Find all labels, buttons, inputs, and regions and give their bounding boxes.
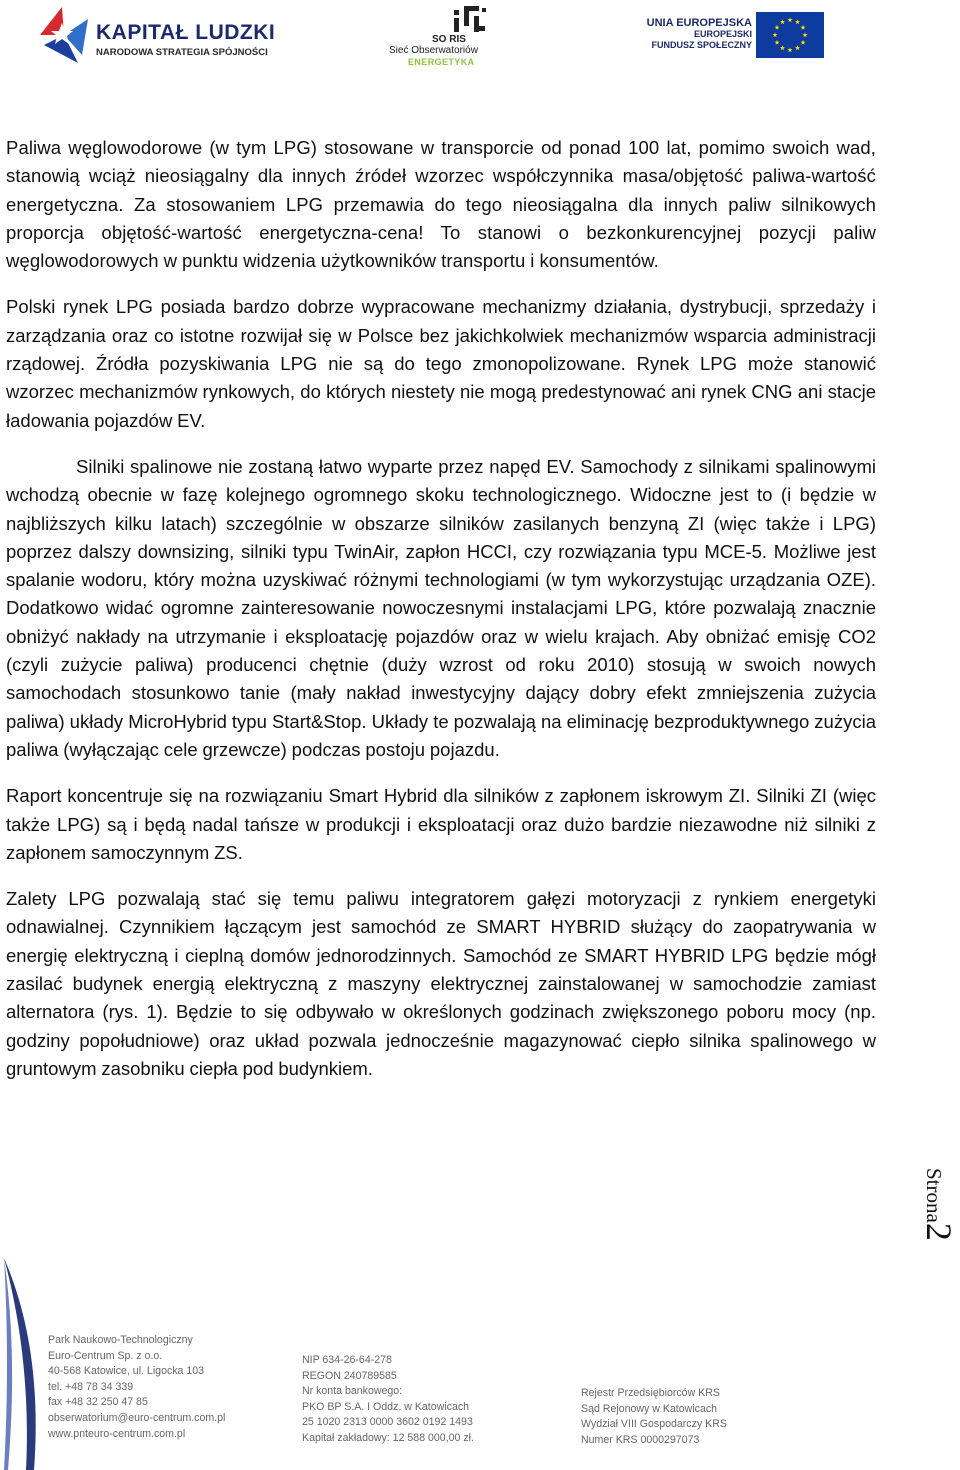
footer-nip: NIP 634-26-64-278 bbox=[302, 1354, 392, 1366]
soris-tag: ENERGETYKA bbox=[408, 57, 475, 67]
eu-flag-icon bbox=[756, 12, 824, 58]
footer-department: Wydział VIII Gospodarczy KRS bbox=[581, 1418, 727, 1431]
soris-name: SO RIS bbox=[432, 34, 466, 45]
footer-company-name: Park Naukowo-Technologiczny bbox=[48, 1334, 193, 1346]
eu-line-2: EUROPEJSKI bbox=[693, 29, 752, 39]
footer-share-capital: Kapitał zakładowy: 12 588 000,00 zł. bbox=[302, 1431, 474, 1444]
eu-logo-text bbox=[647, 17, 752, 51]
footer-regon: REGON 240789585 bbox=[302, 1369, 397, 1382]
footer-bank-name: PKO BP S.A. I Oddz. w Katowicach bbox=[302, 1400, 470, 1413]
page-header bbox=[0, 0, 960, 72]
footer-fax: fax +48 32 250 47 85 bbox=[48, 1396, 148, 1409]
footer-registry-info bbox=[581, 1386, 727, 1448]
footer-email: obserwatorium@euro-centrum.com.pl bbox=[48, 1411, 226, 1424]
footer-account-number: 25 1020 2313 0000 3602 0192 1493 bbox=[302, 1416, 473, 1429]
page-number-value: 2 bbox=[919, 1222, 959, 1241]
footer-company-info bbox=[48, 1333, 225, 1442]
eu-line-1: UNIA EUROPEJSKA bbox=[646, 17, 752, 29]
kapital-ludzki-subtitle: NARODOWA STRATEGIA SPÓJNOŚCI bbox=[96, 47, 268, 58]
document-body bbox=[6, 134, 876, 1101]
footer-company-name-2: Euro-Centrum Sp. z o.o. bbox=[48, 1349, 163, 1362]
paragraph-3: Silniki spalinowe nie zostaną łatwo wyparte przez napęd EV. Samochody z silnikami spalinowymi wchodzą obecnie w fazę kolejnego ogromnego skoku technologicznego. Widoczne jest to (i będzie w najbliższych kilku latach) szczególnie w obszarze silników zasilanych benzyną ZI (więc także i LPG) poprzez dalszy downsizing, silniki typu TwinAir, zapłon HCCI, czy rozwiązania typu MCE-5. Możliwe jest spalanie wodoru, który można uzyskiwać różnymi technologiami (w tym wykorzystując urządzania OZE). Dodatkowo widać ogromne zainteresowanie nowoczesnymi instalacjami LPG, które pozwalają znacznie obniżyć nakłady na utrzymanie i eksploatację pojazdów oraz w wielu krajach. Aby obniżać emisję CO2 (czyli zużycie paliwa) producenci chętnie (duży wzrost od roku 2010) stosują w swoich nowych samochodach stosunkowo tanie (mały nakład inwestycyjny dający dobry efekt zmniejszenia zużycia paliwa) układy MicroHybrid typu Start&Stop. Układy te pozwalają na eliminację bezproduktywnego zużycia paliwa (wyłączając cele grzewcze) podczas postoju pojazdu. bbox=[6, 455, 876, 760]
soris-network: Sieć Obserwatoriów bbox=[389, 45, 478, 56]
paragraph-1: Paliwa węglowodorowe (w tym LPG) stosowane w transporcie od ponad 100 lat, pomimo swoich wad, stanowią wciąż nieosiągalny dla innych źródeł wzorzec współczynnika masa/objętość paliwa-wartość energetyczna. Za stosowaniem LPG przemawia do tego nieosiągalna dla innych paliw silnikowych proporcja objętość-wartość energetyczna-cena! To stanowi o bezkonkurencyjnej pozycji paliw węglowodorowych w punktu widzenia użytkowników transportu i konsumentów. bbox=[6, 137, 876, 272]
footer-court: Sąd Rejonowy w Katowicach bbox=[581, 1402, 718, 1415]
footer-account-label: Nr konta bankowego: bbox=[302, 1385, 403, 1398]
kapital-ludzki-logo bbox=[38, 5, 276, 65]
page-number-rotated bbox=[918, 1168, 960, 1241]
paragraph-2: Polski rynek LPG posiada bardzo dobrze wypracowane mechanizmy działania, dystrybucji, sprzedaży i zarządzania oraz co istotne rozwijał się w Polsce bez jakichkolwiek mechanizmów wsparcia administracji rządowej. Źródła pozyskiwania LPG nie są do tego zmonopolizowane. Rynek LPG może stanowić wzorzec mechanizmów rynkowych, do których niestety nie mogą predestynować ani rynek CNG ani stacje ładowania pojazdów EV. bbox=[6, 296, 876, 431]
footer-registry: Rejestr Przedsiębiorców KRS bbox=[581, 1387, 720, 1399]
kapital-ludzki-title: KAPITAŁ LUDZKI bbox=[96, 21, 276, 44]
footer-bank-info bbox=[302, 1353, 474, 1447]
kapital-ludzki-flag-icon bbox=[38, 5, 90, 65]
paragraph-5: Zalety LPG pozwalają stać się temu paliwu integratorem gałęzi motoryzacji z rynkiem energetyki odnawialnej. Czynnikiem łączącym jest samochód ze SMART HYBRID służący do zaopatrywania w energię elektryczną i cieplną domów jednorodzinnych. Samochód ze SMART HYBRID LPG będzie mógł zasilać budynek energią elektryczną z maszyny elektrycznej zainstalowanej w samochodzie zamiast alternatora (rys. 1). Będzie to się odbywało w określonych godzinach zwiększonego poboru mocy (np. godziny popołudniowe) oraz układ pozwala jednocześnie magazynować ciepło silnika spalinowego w gruntowym zasobniku ciepła pod budynkiem. bbox=[6, 888, 876, 1079]
eu-line-3: FUNDUSZ SPOŁECZNY bbox=[651, 40, 752, 50]
footer-krs-number: Numer KRS 0000297073 bbox=[581, 1433, 700, 1446]
page-number bbox=[919, 1168, 960, 1258]
footer-phone: tel. +48 78 34 339 bbox=[48, 1380, 134, 1393]
eu-logo bbox=[646, 12, 824, 58]
page-number-label: Strona bbox=[922, 1168, 946, 1223]
footer-website: www.pnteuro-centrum.com.pl bbox=[48, 1427, 186, 1440]
paragraph-4: Raport koncentruje się na rozwiązaniu Smart Hybrid dla silników z zapłonem iskrowym ZI. Silniki ZI (więc także LPG) są i będą nadal tańsze w produkcji i eksploatacji oraz dużo bardzie niezawodne niż silniki z zapłonem samoczynnym ZS. bbox=[6, 785, 876, 863]
soris-logo bbox=[386, 4, 496, 68]
footer-address: 40-568 Katowice, ul. Ligocka 103 bbox=[48, 1365, 205, 1378]
